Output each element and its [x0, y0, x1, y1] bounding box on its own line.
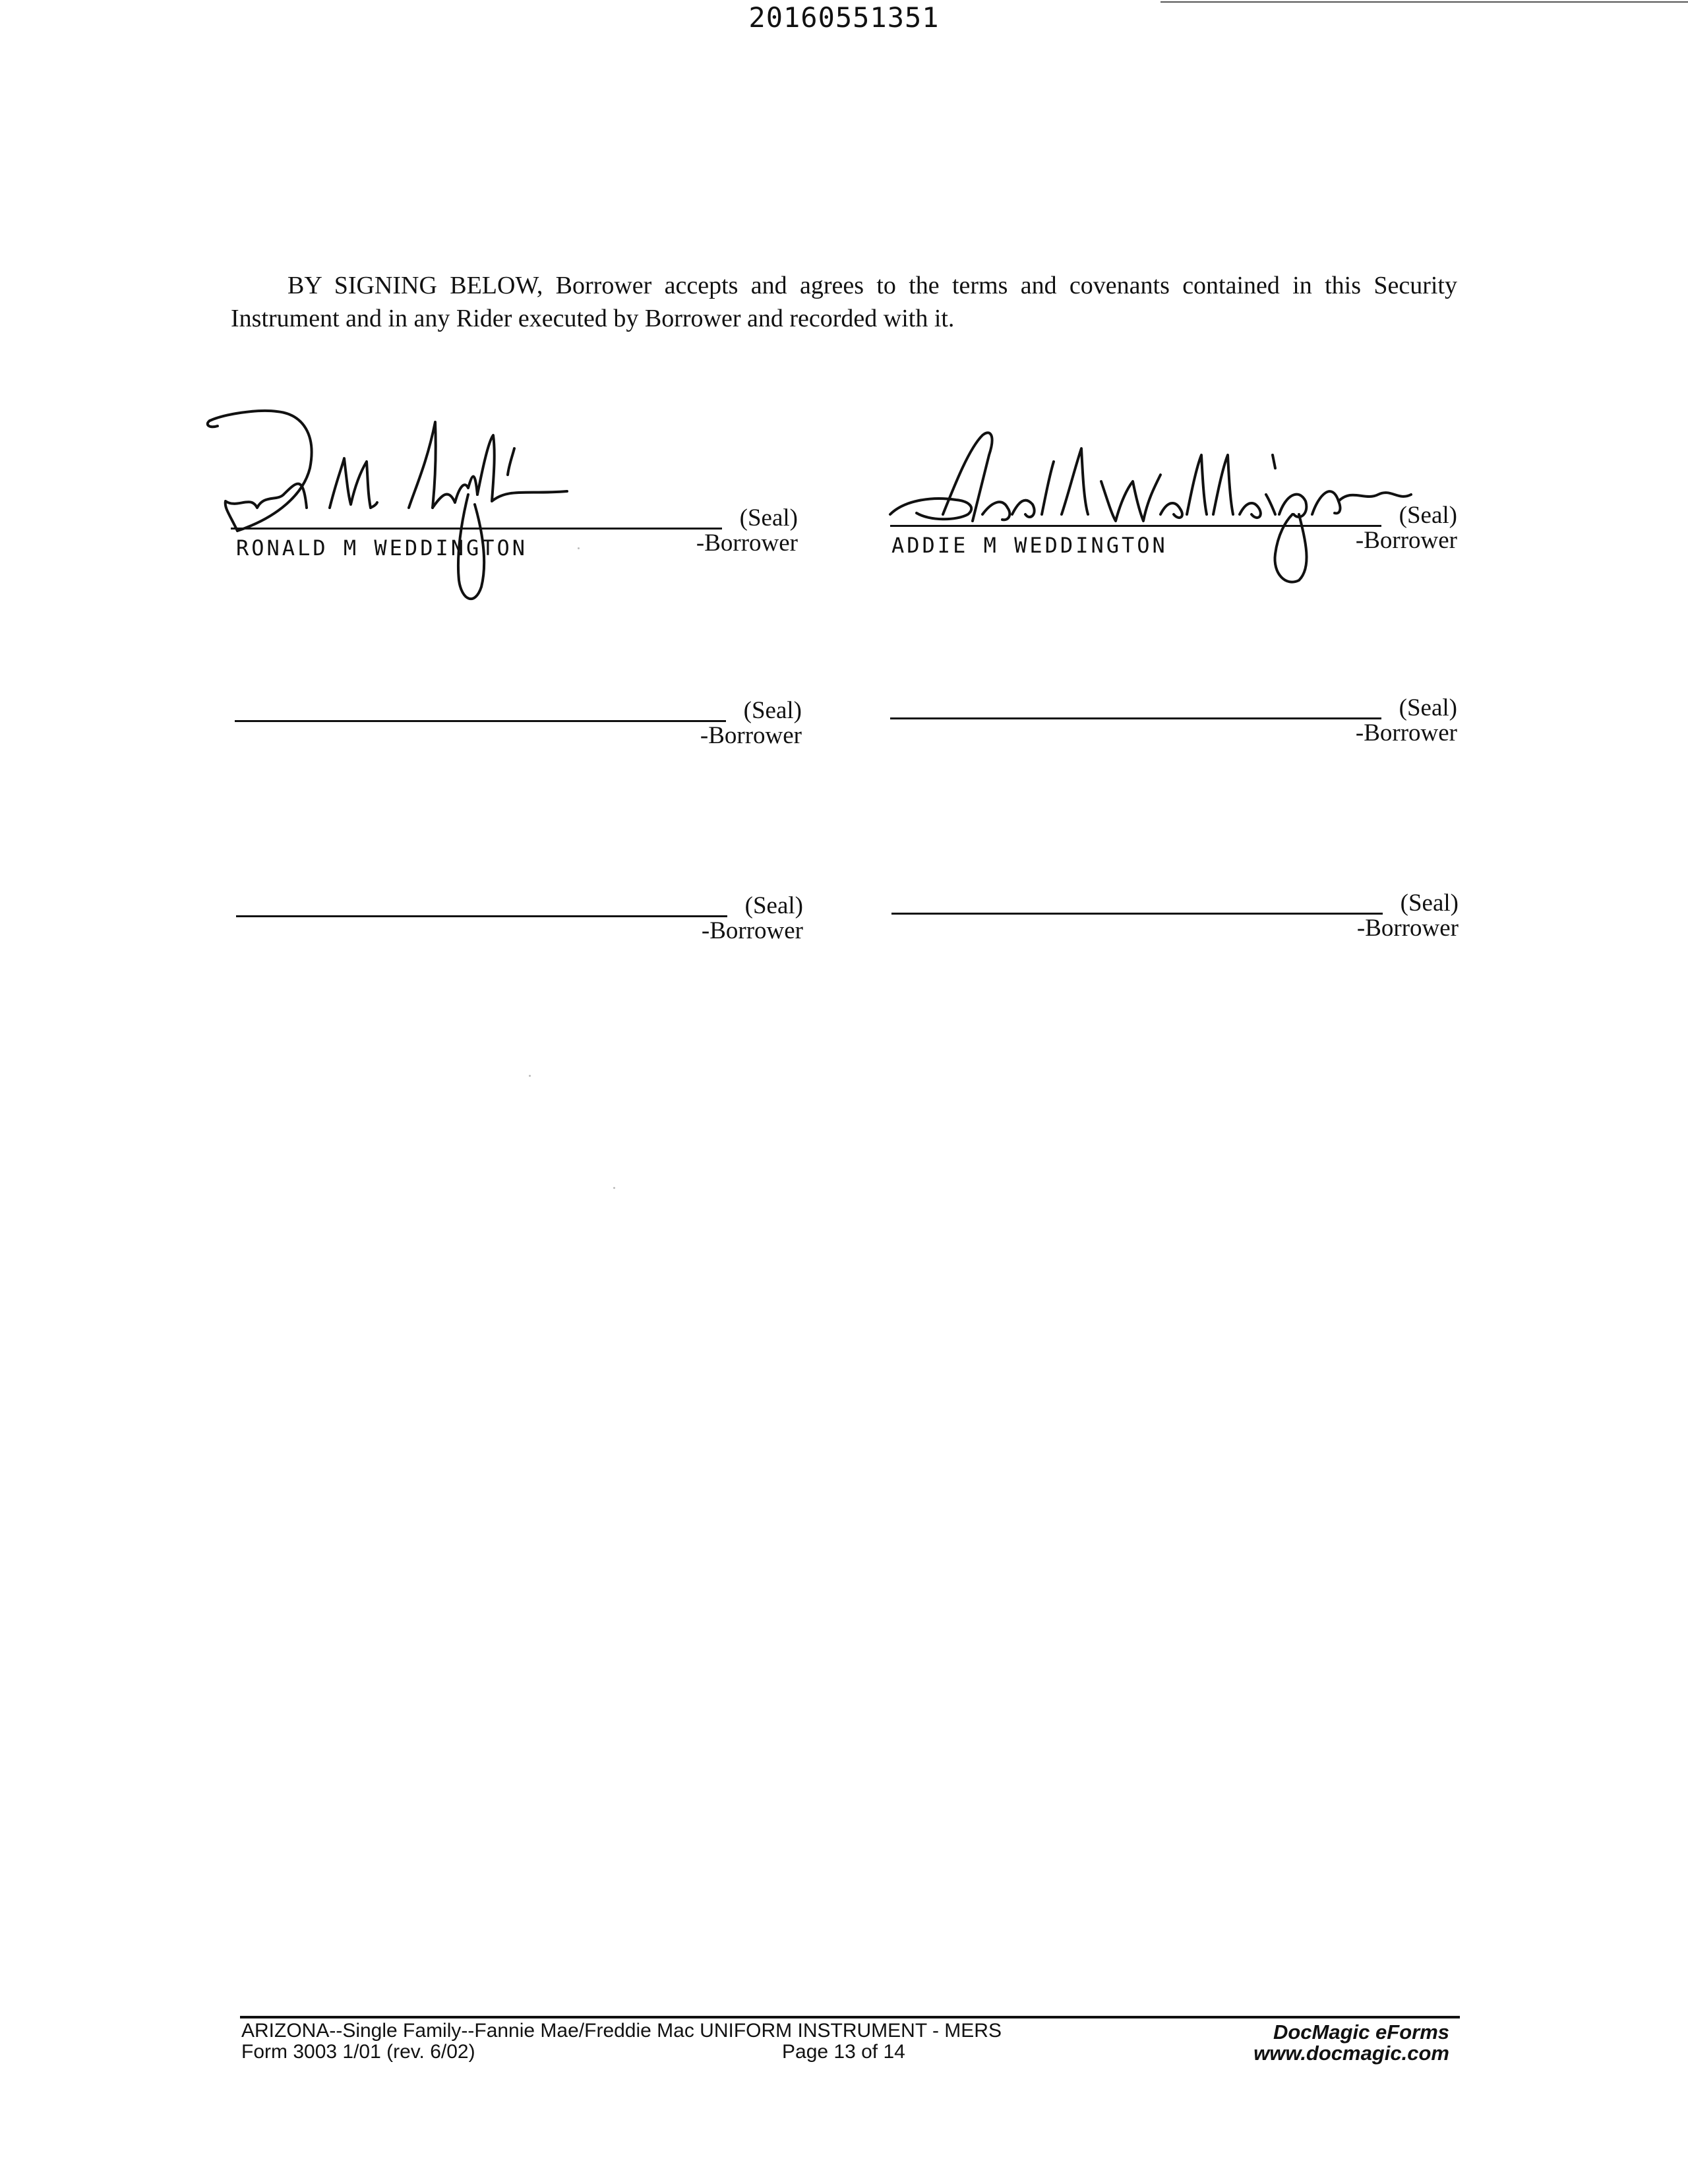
footer-page-number: Page 13 of 14: [782, 2041, 905, 2063]
footer-form-title: ARIZONA--Single Family--Fannie Mae/Freddie Mac UNIFORM INSTRUMENT - MERS: [241, 2020, 1002, 2042]
signature-block-borrower-3: [235, 694, 802, 773]
borrower-label: -Borrower: [696, 530, 798, 557]
borrower-label: -Borrower: [1355, 719, 1457, 746]
signature-block-borrower-5: [236, 889, 803, 968]
borrower-label: -Borrower: [1356, 915, 1459, 942]
borrower-name: ADDIE M WEDDINGTON: [891, 533, 1168, 558]
seal-label: (Seal): [744, 892, 803, 919]
seal-label: (Seal): [739, 504, 798, 531]
footer-website: www.docmagic.com: [1253, 2042, 1449, 2065]
signature-block-borrower-6: [891, 886, 1459, 965]
signature-block-borrower-4: [890, 691, 1457, 770]
signature-line: [890, 717, 1381, 719]
footer-brand: DocMagic eForms: [1273, 2020, 1449, 2044]
top-edge-rule: [1160, 1, 1688, 3]
borrower-label: -Borrower: [701, 917, 803, 944]
borrower-name: RONALD M WEDDINGTON: [236, 535, 528, 561]
footer-rule: [240, 2016, 1460, 2018]
footer-form-number: Form 3003 1/01 (rev. 6/02): [241, 2041, 475, 2063]
handwritten-signature-ronald: [198, 396, 633, 613]
borrower-label: -Borrower: [700, 722, 802, 749]
document-number: 20160551351: [748, 1, 940, 34]
scan-speck: [529, 1075, 531, 1077]
borrower-label: -Borrower: [1355, 527, 1457, 554]
handwritten-signature-addie: [877, 422, 1418, 593]
signing-statement: BY SIGNING BELOW, Borrower accepts and agrees to the terms and covenants contained in this Security Instrument and in any Rider executed by Borrower and recorded with it.: [231, 272, 1457, 332]
seal-label: (Seal): [743, 697, 802, 724]
seal-label: (Seal): [1400, 890, 1459, 917]
scan-speck: [578, 547, 580, 549]
signature-line: [236, 915, 727, 917]
seal-label: (Seal): [1399, 694, 1457, 721]
seal-label: (Seal): [1399, 502, 1457, 529]
signature-line: [891, 913, 1383, 915]
signature-line: [235, 720, 726, 722]
scan-speck: [613, 1187, 615, 1189]
